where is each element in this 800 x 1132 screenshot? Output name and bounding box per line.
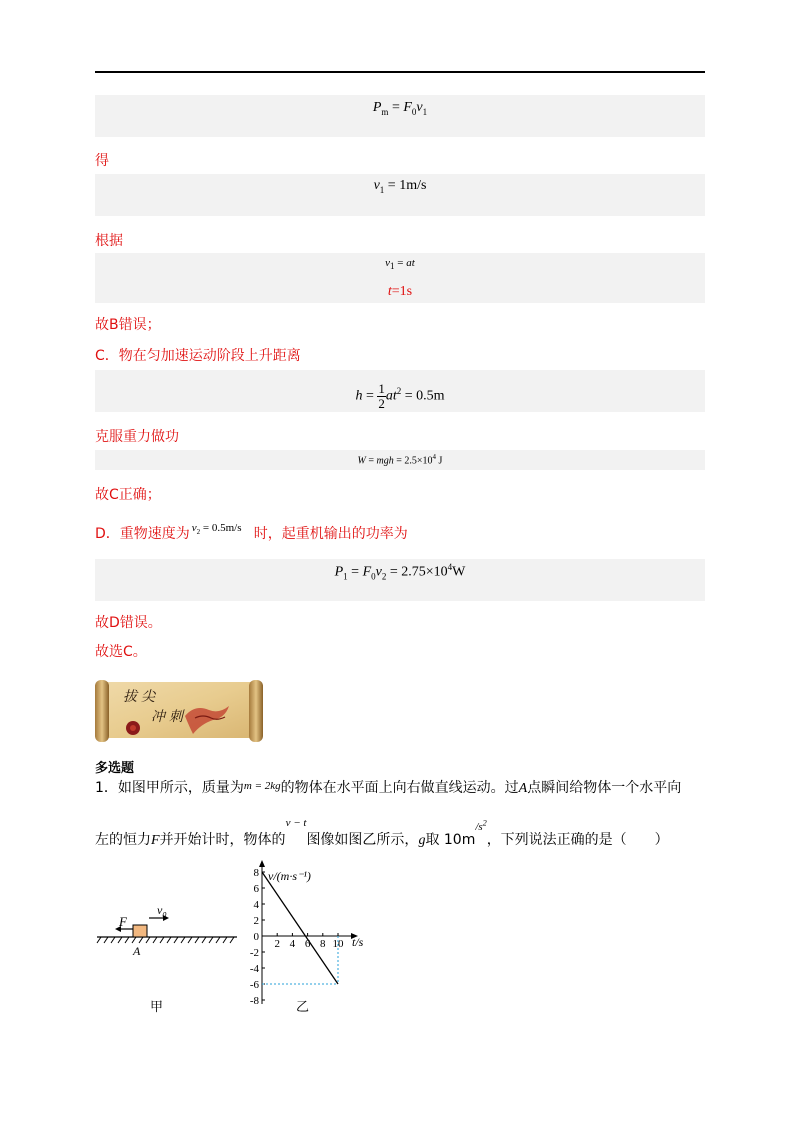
equation-v1-at: $v_1$ = at: [385, 257, 415, 272]
y-tick-label: -2: [249, 947, 259, 959]
text-choose: 故选C。: [95, 644, 147, 660]
y-tick-label: -8: [249, 995, 259, 1007]
equation-p1: $P_1 = F_0v_2 = 2.75\times 10^4W$: [334, 562, 466, 582]
question-line-1: 1．如图甲所示，质量为$^{m = 2kg}$的物体在水平面上向右做直线运动。过A点瞬间给物体一个水平向: [95, 780, 682, 796]
force-label: F: [119, 914, 127, 929]
equation-pm: $P_m = F_0v_1$: [372, 100, 428, 117]
y-tick-label: -4: [249, 963, 259, 975]
caption-jia: 甲: [150, 1000, 164, 1015]
scroll-banner: [95, 676, 263, 746]
x-tick-label: 8: [320, 938, 326, 950]
text-genju: 根据: [95, 233, 123, 249]
text-de: 得: [95, 153, 109, 169]
point-a-label: A: [133, 944, 141, 958]
scroll-text-2: 冲刺: [151, 709, 187, 725]
equation-h: h = $\frac{1}{2}$ $at^2 = 0.5m$: [355, 380, 445, 411]
text-d-line: D．重物速度为 $v_2 = 0.5m/s$ 时，起重机输出的功率为: [95, 522, 408, 542]
figure-jia: [97, 900, 242, 960]
equation-w: W = mgh = $2.5\times 10^4$ J: [357, 453, 443, 467]
equation-t: t=1s: [387, 284, 413, 299]
caption-yi: 乙: [296, 1000, 310, 1015]
y-axis-label: v/(m·s⁻¹): [268, 869, 311, 883]
text-b-wrong: 故B错误；: [95, 317, 161, 333]
x-tick-label: 10: [332, 938, 344, 950]
y-tick-label: 4: [253, 899, 259, 911]
block-on-ground-diagram: [97, 900, 242, 960]
y-tick-label: 0: [253, 931, 259, 943]
x-tick-label: 2: [274, 938, 280, 950]
figure-yi: [240, 867, 370, 1007]
y-tick-label: 2: [253, 915, 259, 927]
header-rule: [95, 71, 705, 73]
y-tick-label: 8: [253, 867, 259, 879]
text-c-head: C．物在匀加速运动阶段上升距离: [95, 348, 301, 364]
y-tick-label: -6: [249, 979, 259, 991]
x-tick-label: 6: [304, 938, 311, 950]
text-kefu: 克服重力做功: [95, 429, 179, 445]
fraction-half: $\frac{1}{2}$: [378, 380, 385, 411]
question-line-2: 左的恒力F并开始计时，物体的$^{v - t}$图像如图乙所示，g取 $10m^{/s^2}$，下列说法正确的是（ ）: [95, 817, 669, 848]
scroll-text-1: 拔尖: [123, 689, 159, 705]
section-heading: 多选题: [95, 761, 135, 776]
text-c-right: 故C正确；: [95, 487, 161, 503]
y-axis-arrow: [259, 860, 265, 867]
x-axis-label: t/s: [352, 935, 364, 949]
velocity-line: [262, 872, 338, 984]
velocity-label: $v_0$: [157, 903, 167, 920]
math-v2: $v_2 = 0.5m/s$: [191, 522, 242, 537]
text-d-wrong: 故D错误。: [95, 615, 162, 631]
x-tick-label: 4: [289, 938, 296, 950]
equation-v1: $v_1 = 1m/s$: [373, 178, 427, 195]
vt-chart: [240, 867, 370, 1007]
y-tick-label: 6: [253, 883, 259, 895]
